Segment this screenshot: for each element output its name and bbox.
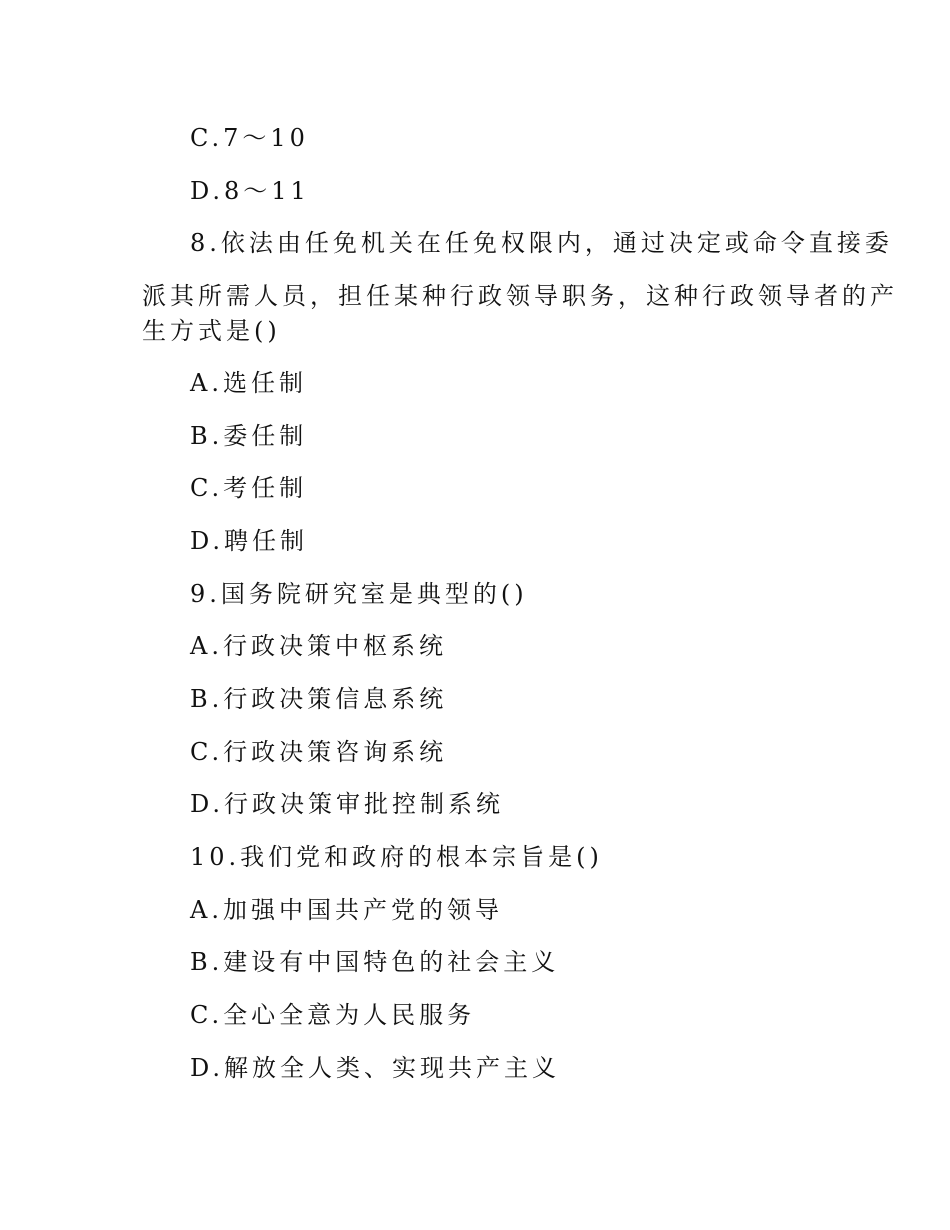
q10-option-d: D.解放全人类、实现共产主义 [190,1054,561,1082]
q10-option-a: A.加强中国共产党的领导 [190,896,503,924]
q8-option-c: C.考任制 [190,474,308,502]
q10-option-c: C.全心全意为人民服务 [190,1001,476,1029]
q10-stem: 10.我们党和政府的根本宗旨是() [190,843,603,871]
q8-stem-line-2: 派其所需人员，担任某种行政领导职务，这种行政领导者的产 [142,282,898,310]
q8-stem-line-3: 生方式是() [142,317,281,345]
q10-option-b: B.建设有中国特色的社会主义 [190,948,560,976]
q8-option-d: D.聘任制 [190,527,309,555]
q9-option-a: A.行政决策中枢系统 [190,632,447,660]
q9-option-b: B.行政决策信息系统 [190,685,448,713]
q9-option-d: D.行政决策审批控制系统 [190,790,505,818]
q9-option-c: C.行政决策咨询系统 [190,738,448,766]
q7-option-d: D.8～11 [190,177,310,205]
q9-stem: 9.国务院研究室是典型的() [190,580,528,608]
q8-option-b: B.委任制 [190,422,308,450]
q8-stem-line-1: 8.依法由任免机关在任免权限内，通过决定或命令直接委 [190,229,893,257]
q8-option-a: A.选任制 [190,369,307,397]
q7-option-c: C.7～10 [190,124,309,152]
